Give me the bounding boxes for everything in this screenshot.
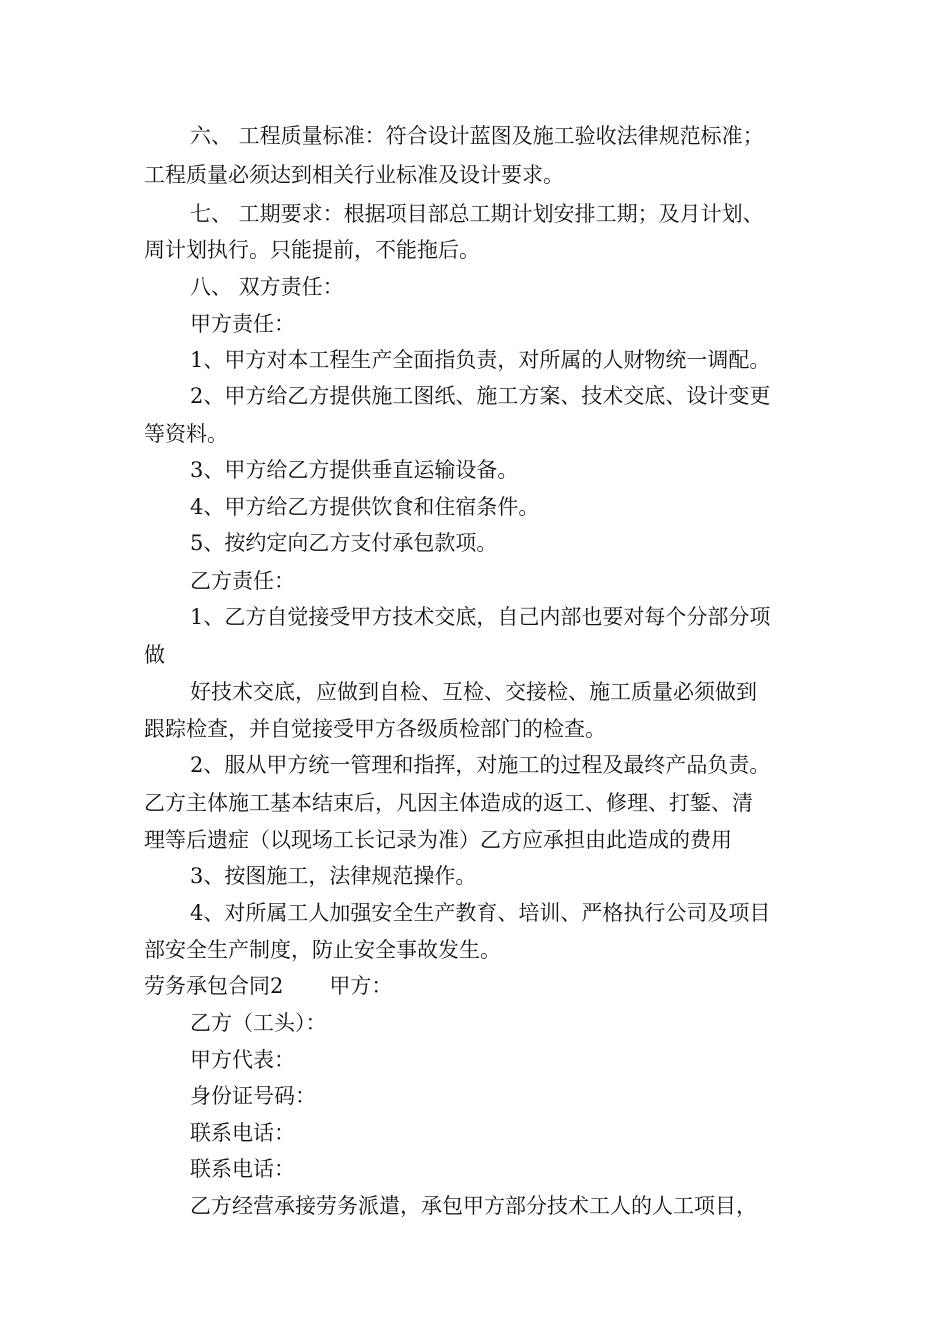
- party-a-label: 甲方：: [329, 974, 393, 998]
- field-label: 联系电话：: [190, 1157, 295, 1181]
- field-label: 身份证号码：: [190, 1084, 316, 1108]
- list-item: 1、甲方对本工程生产全面指负责，对所属的人财物统一调配。: [190, 348, 771, 372]
- list-item: 4、对所属工人加强安全生产教育、培训、严格执行公司及项目: [190, 901, 771, 925]
- section-heading: 八、 双方责任：: [190, 275, 344, 299]
- field-label: 甲方代表：: [190, 1048, 295, 1072]
- paragraph-line: 工程质量必须达到相关行业标准及设计要求。: [144, 163, 564, 187]
- list-item: 4、甲方给乙方提供饮食和住宿条件。: [190, 495, 540, 519]
- contract-title: 劳务承包合同2: [144, 974, 284, 998]
- list-item: 2、甲方给乙方提供施工图纸、施工方案、技术交底、设计变更: [190, 384, 771, 408]
- paragraph-line: 七、 工期要求：根据项目部总工期计划安排工期；及月计划、: [190, 202, 764, 226]
- paragraph-line: 乙方主体施工基本结束后，凡因主体造成的返工、修理、打錾、清: [144, 791, 753, 815]
- paragraph-line: 乙方经营承接劳务派遣，承包甲方部分技术工人的人工项目，: [190, 1194, 757, 1218]
- subsection-heading: 甲方责任：: [190, 312, 295, 336]
- paragraph-line: 好技术交底，应做到自检、互检、交接检、施工质量必须做到: [190, 680, 757, 704]
- paragraph-line: 跟踪检查，并自觉接受甲方各级质检部门的检查。: [144, 717, 606, 741]
- list-item-continuation: 等资料。: [144, 422, 228, 446]
- field-label: 联系电话：: [190, 1121, 295, 1145]
- contract-title-line: [144, 971, 392, 1001]
- subsection-heading: 乙方责任：: [190, 569, 295, 593]
- paragraph-line: 周计划执行。只能提前，不能拖后。: [144, 238, 480, 262]
- list-item-continuation: 做: [144, 643, 165, 667]
- paragraph-line: 六、 工程质量标准：符合设计蓝图及施工验收法律规范标准；: [190, 124, 764, 148]
- list-item: 3、甲方给乙方提供垂直运输设备。: [190, 458, 519, 482]
- list-item: 2、服从甲方统一管理和指挥，对施工的过程及最终产品负责。: [190, 753, 771, 777]
- list-item: 3、按图施工，法律规范操作。: [190, 864, 477, 888]
- paragraph-line: 理等后遗症（以现场工长记录为准）乙方应承担由此造成的费用: [144, 828, 732, 852]
- list-item: 1、乙方自觉接受甲方技术交底，自己内部也要对每个分部分项: [190, 605, 771, 629]
- field-label: 乙方（工头）：: [190, 1011, 327, 1035]
- list-item: 5、按约定向乙方支付承包款项。: [190, 531, 498, 555]
- list-item-continuation: 部安全生产制度，防止安全事故发生。: [144, 938, 501, 962]
